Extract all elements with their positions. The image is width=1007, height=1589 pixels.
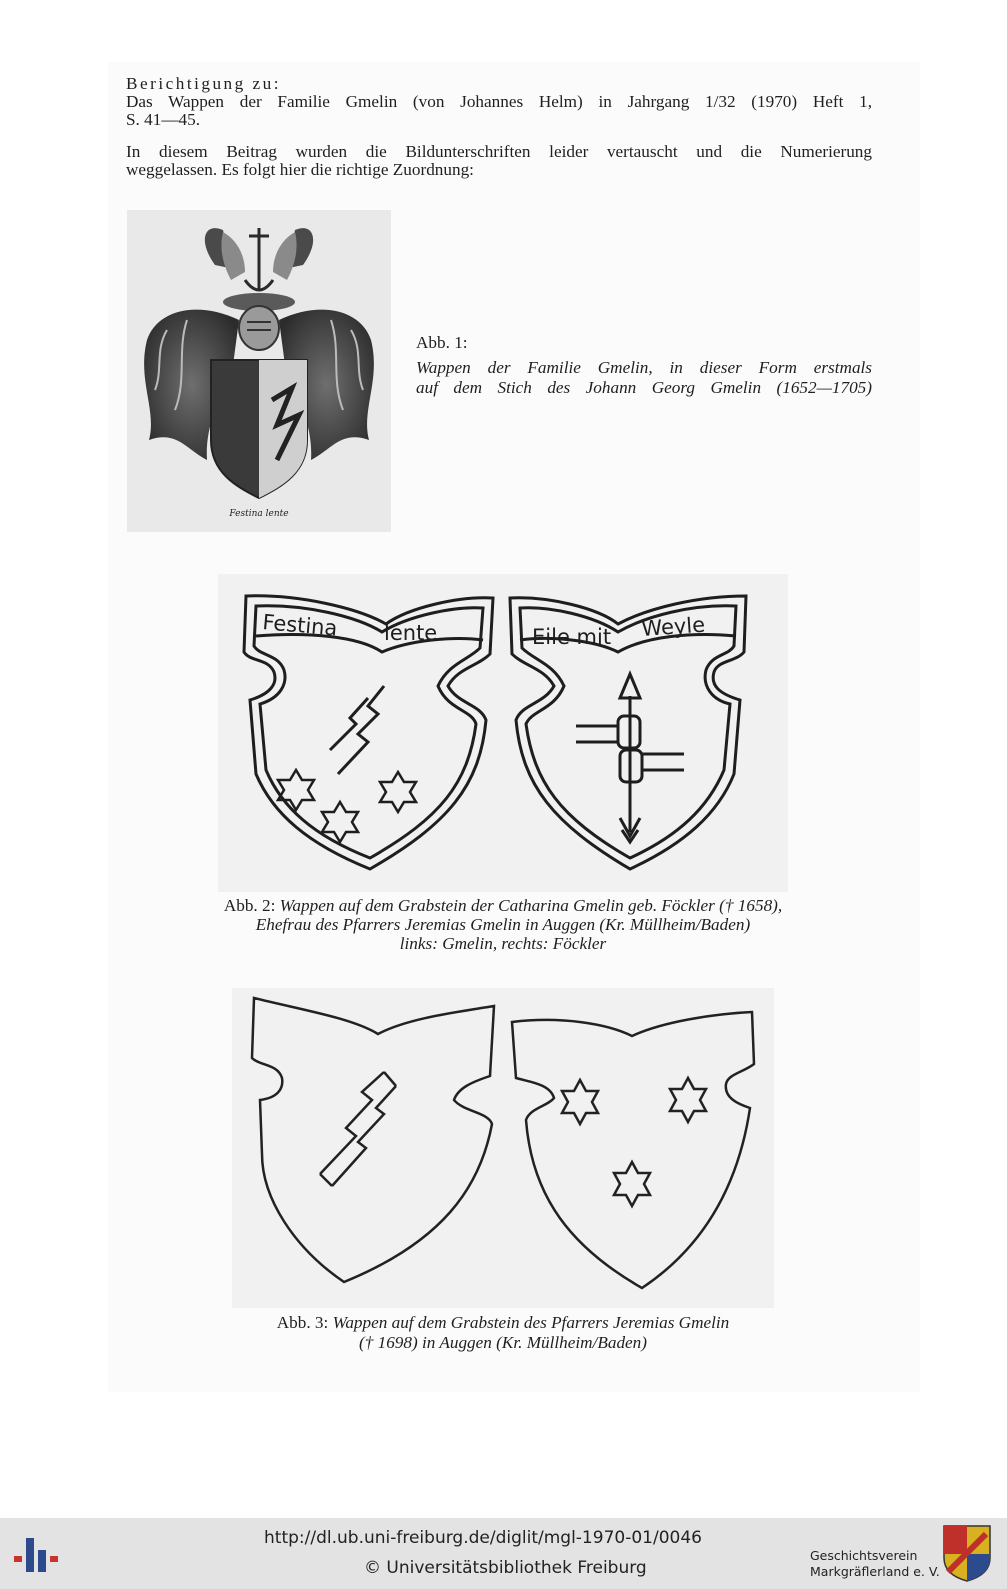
- figure3-caption-label: Abb. 3:: [276, 1313, 329, 1332]
- figure2-drawing: [218, 574, 788, 892]
- figure2-right-motto-2: Weyle: [640, 612, 706, 641]
- footer-society-line1: Geschichtsverein: [810, 1548, 918, 1563]
- figure2-caption-label: Abb. 2:: [223, 896, 276, 915]
- figure3-caption-line1: [168, 1313, 838, 1332]
- figure3-caption-text1: Wappen auf dem Grabstein des Pfarrers Jeremias Gmelin: [332, 1313, 730, 1332]
- figure3-panel: [232, 988, 774, 1308]
- figure2-caption-line3: links: Gmelin, rechts: Föckler: [399, 934, 607, 953]
- figure1-caption-line2: auf dem Stich des Johann Georg Gmelin (1652—1705): [416, 378, 872, 397]
- figure1-motto: Festina lente: [229, 509, 289, 519]
- footer-copyright: © Universitätsbibliothek Freiburg: [364, 1558, 647, 1578]
- coat-of-arms-engraving: [127, 210, 391, 532]
- footer-society-line2: Markgräflerland e. V.: [810, 1564, 940, 1579]
- figure3-caption-line2: († 1698) in Auggen (Kr. Müllheim/Baden): [358, 1333, 647, 1352]
- figure2-caption-line1: [168, 896, 838, 915]
- society-crest-icon: [942, 1524, 992, 1582]
- figure2-left-motto-2: lente: [384, 621, 438, 645]
- figure2-left-motto-1: Festina: [261, 610, 339, 641]
- figure2-caption-line2: Ehefrau des Pfarrers Jeremias Gmelin in Auggen (Kr. Müllheim/Baden): [255, 915, 751, 934]
- intro-paragraph-line1: In diesem Beitrag wurden die Bildunterschriften leider vertauscht und die Numerierung: [126, 142, 872, 161]
- figure1-label: Abb. 1:: [416, 333, 468, 352]
- header-pages: S. 41—45.: [126, 110, 201, 129]
- figure3-drawing: [232, 988, 774, 1308]
- intro-paragraph-line2: weggelassen. Es folgt hier die richtige Zuordnung:: [126, 160, 474, 179]
- header-reference: Das Wappen der Familie Gmelin (von Johannes Helm) in Jahrgang 1/32 (1970) Heft 1,: [126, 92, 872, 111]
- footer-url-link[interactable]: http://dl.ub.uni-freiburg.de/diglit/mgl-1970-01/0046: [264, 1528, 702, 1548]
- header-title: Berichtigung zu:: [126, 74, 282, 93]
- figure1-caption-line1: Wappen der Familie Gmelin, in dieser Form erstmals: [416, 358, 872, 377]
- figure2-panel: [218, 574, 788, 892]
- figure1-photo: [127, 210, 391, 532]
- footer-bar: [0, 1518, 1007, 1589]
- library-logo-icon: [12, 1532, 64, 1576]
- figure2-right-motto-1: Eile mit: [532, 625, 612, 649]
- figure2-caption-text1: Wappen auf dem Grabstein der Catharina Gmelin geb. Föckler († 1658),: [279, 896, 783, 915]
